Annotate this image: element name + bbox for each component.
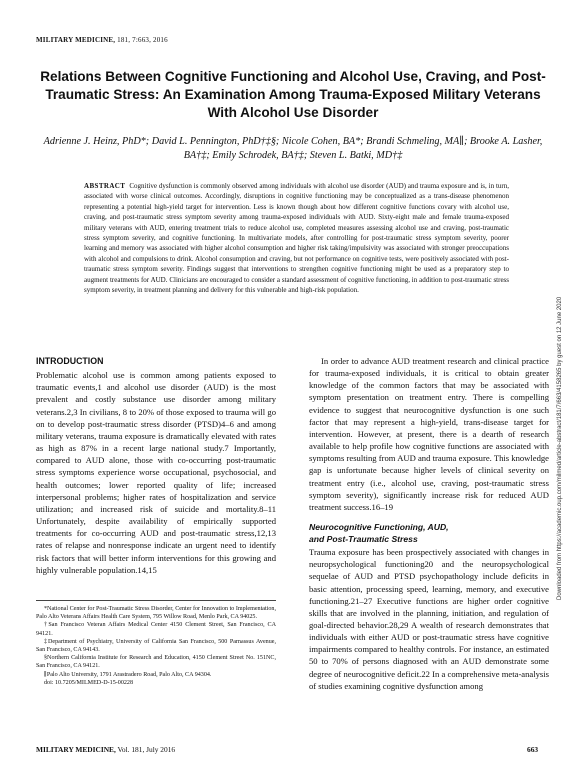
page-number: 663 — [527, 745, 539, 754]
running-header — [36, 36, 168, 44]
footer-issue: Vol. 181, July 2016 — [115, 745, 176, 754]
intro-paragraph-1: Problematic alcohol use is common among patients exposed to traumatic events,1 and alcohol use disorder (AUD) is the most prevalent and costly substance use disorder among military veterans.2,3 In civilians, 8 to 20% of those exposed to trauma will go on to develop post-traumatic stress disorder (PTSD)4–6 and among military veterans, trauma exposure is dramatically elevated with rates as high as 87% in a recent large national study.7 Importantly, compared to AUD alone, those with co-occurring post-traumatic stress symptoms experience worse occupational, psychosocial, and health outcomes; lower reported quality of life; increased interpersonal problems; higher rates of hospitalization and service utilization; and increased risk of suicide and mortality.8–11 Unfortunately, despite availability of empirically supported treatments for co-occurring AUD and post-traumatic stress,12,13 rates of relapse and nonresponse indicate an urgent need to identify risk factors that will better inform interventions for this growing and highly vulnerable population.14,15 — [36, 370, 276, 575]
section-heading-introduction: INTRODUCTION — [36, 356, 104, 366]
subsection-heading — [309, 522, 549, 545]
intro-paragraph-2: In order to advance AUD treatment research and clinical practice for trauma-exposed individuals, it is critical to obtain greater knowledge of the common factors that may be associated with symptom presentation on treatment entry. There is compelling evidence to suggest that neurocognitive dysfunction is one such factor that may represent a high-yield, trans-disease target for intervention. However, at present, there is a dearth of research available to help profile how cognitive functions are associated with symptoms resulting from AUD and trauma exposure. This knowledge gap is unfortunate because higher levels of clinical severity on treatment entry (i.e., alcohol use, craving, post-traumatic stress symptom severity), significantly increase risk for reduced AUD treatment success.16–19 — [309, 356, 549, 512]
journal-citation: 181, 7:663, 2016 — [115, 36, 168, 44]
journal-name: MILITARY MEDICINE, — [36, 36, 116, 44]
left-column — [36, 355, 276, 576]
footnote: *National Center for Post-Traumatic Stress Disorder, Center for Innovation to Implementation, Palo Alto Veterans Affairs Health Care System, 795 Willow Road, Menlo Park, CA 94025. — [36, 606, 276, 621]
abstract-text: Cognitive dysfunction is commonly observed among individuals with alcohol use disorder (AUD) and trauma exposure and is, in turn, associated with worse clinical outcomes. Accordingly, disruptions in cognitive functioning may be conceptualized as a trans-disease phenomenon representing a potential high-yield target for intervention. Less is known though about how different cognitive functions covary with alcohol use, craving, and post-traumatic stress symptom severity among trauma-exposed individuals with AUD. Sixty-eight male and female trauma-exposed military veterans with AUD, entering treatment trials to reduce alcohol use, completed measures assessing alcohol use and craving, post-traumatic stress symptom severity, and cognitive functioning. In multivariate models, after controlling for post-traumatic stress symptom severity, poorer learning and memory was associated with higher alcohol consumption and higher risk taking/impulsivity was associated with stronger preoccupations with alcohol and compulsions to drink. Alcohol consumption and craving, but not performance on cognitive tests, were positively associated with post-traumatic stress symptom severity. Findings suggest that interventions to strengthen cognitive functioning might be used as a preparatory step to augment treatments for AUD. Clinicians are encouraged to consider a standard assessment of cognitive functioning, in addition to post-traumatic stress symptom severity, in treatment planning and delivery for this vulnerable and high-risk population. — [84, 182, 509, 295]
footnote: ∥Palo Alto University, 1791 Arastradero Road, Palo Alto, CA 94304. — [44, 671, 212, 678]
subsection-paragraph-1: Trauma exposure has been prospectively associated with changes in neuropsychological functioning20 and the neuropsychological sequelae of AUD and PTSD psychopathology include deficits in basic attention, processing speed, learning, memory, and executive functioning.21–27 Executive functions are higher order cognitive skills that are involved in the planning, initiation, and regulation of goal-directed behavior.28,29 A wealth of research demonstrates that individuals with either AUD or post-traumatic stress have cognitive impairments compared to healthy controls. For instance, an estimated 50 to 70% of persons diagnosed with an AUD demonstrate some degree of neurocognitive deficit.22 In a comprehensive meta-analysis of studies examining cognitive dysfunction among — [309, 547, 549, 691]
author-list: Adrienne J. Heinz, PhD*; David L. Pennington, PhD†‡§; Nicole Cohen, BA*; Brandi Schmeling, MA∥; Brooke A. Lasher, BA†‡; Emily Schrodek, BA†‡; Steven L. Batki, MD†‡ — [43, 136, 543, 161]
footnote: §Northern California Institute for Research and Education, 4150 Clement Street No. 151NC, San Francisco, CA 94121. — [36, 655, 276, 670]
article-title: Relations Between Cognitive Functioning and Alcohol Use, Craving, and Post-Traumatic Stress: An Examination Among Trauma-Exposed Military Veterans With Alcohol Use Disorder — [40, 69, 546, 120]
footnote: †San Francisco Veteran Affairs Medical Center 4150 Clement Street, San Francisco, CA 94121. — [36, 622, 276, 637]
doi: doi: 10.7205/MILMED-D-15-00228 — [44, 679, 134, 686]
footnote: ‡Department of Psychiatry, University of California San Francisco, 500 Parnassus Avenue, San Francisco, CA 94143. — [36, 638, 276, 654]
download-watermark: Downloaded from https://academic.oup.com/milmed/article-abstract/181/7/663/4158265 by guest on 12 June 2020 — [557, 296, 563, 600]
abstract — [84, 181, 509, 295]
footer-journal — [36, 745, 175, 754]
footnotes — [36, 600, 276, 687]
subsection-heading-line-1: Neurocognitive Functioning, AUD, — [309, 522, 449, 533]
right-column — [309, 355, 549, 692]
footer-journal-name: MILITARY MEDICINE, — [36, 745, 116, 754]
subsection-heading-line-2: and Post-Traumatic Stress — [309, 533, 418, 544]
abstract-label: ABSTRACT — [84, 182, 126, 190]
